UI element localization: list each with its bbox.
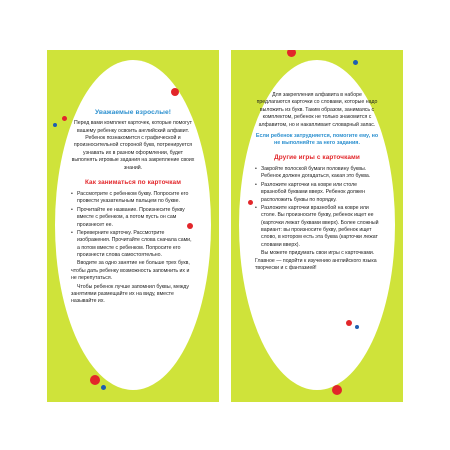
list-item: • Разложите карточки вразнобой на ковре или столе. Вы произносите букву, ребенок ищет ее (карточки лежат буквами вверх). Более сложный вариант: вы произносите букву, ребенок ищет слово, в котором есть эта буква (карточки лежат словами вверх).: [255, 205, 379, 249]
right-section-title: Другие игры с карточками: [274, 153, 360, 161]
left-title: Уважаемые взрослые!: [94, 109, 172, 116]
red-dot: [248, 200, 253, 205]
right-outro: Вы можете придумать свои игры с карточками. Главное — подойти к изучению английского языка творчески и с фантазией!: [255, 250, 377, 271]
red-dot: [287, 50, 296, 57]
left-paragraph-2: Чтобы ребенок лучше запомнил буквы, между занятиями размещайте их на виду, вместе называйте их.: [71, 283, 189, 305]
right-highlight: Если ребенок затрудняется, помогите ему, но не выполняйте за него задания.: [255, 132, 379, 146]
right-intro: Для закрепления алфавита в наборе предлагаются карточки со словами, которые надо выложить из букв. Таким образом, занимаясь с комплектом, ребенок не только знакомится с алфавитом, но и накапливает словарный запас.: [256, 92, 378, 128]
blue-dot: [101, 385, 106, 390]
blue-dot: [353, 60, 358, 65]
left-bullet-list: [71, 191, 195, 259]
list-item: • Прочитайте ее название. Произнесите букву вместе с ребенком, а потом пусть он сам произнесет ее.: [71, 207, 195, 229]
right-bullet-list: [255, 166, 379, 249]
list-item: • Рассмотрите с ребенком букву. Попросите его провести указательным пальцем по букве.: [71, 191, 195, 206]
list-item: • Переверните карточку. Рассмотрите изображения. Прочитайте слова сначала сами, а потом вместе с ребенком. Попросите его произнести слова самостоятельно.: [71, 230, 195, 260]
red-dot: [171, 88, 179, 96]
blue-dot: [355, 325, 359, 329]
right-card: [231, 50, 403, 402]
red-dot: [332, 385, 342, 395]
right-card-content: [255, 92, 379, 272]
left-section-title: Как заниматься по карточкам: [84, 178, 182, 186]
left-paragraph-1: Вводите за одно занятие не больше трех букв, чтобы дать ребенку возможность запомнить их и не перепутаться.: [71, 260, 190, 282]
list-item: • Разложите карточки на ковре или столе вразнобой буквами вверх. Ребенок должен расположить буквы по порядку.: [255, 182, 379, 204]
left-card-content: [71, 108, 195, 306]
red-dot: [62, 116, 67, 121]
blue-dot: [53, 123, 57, 127]
left-card: [47, 50, 219, 402]
list-item: • Закройте полоской бумаги половину буквы. Ребенок должен догадаться, какая это буква.: [255, 166, 379, 181]
red-dot: [346, 320, 352, 326]
left-intro: Перед вами комплект карточек, которые помогут вашему ребенку освоить английский алфавит. Ребенок познакомится с графической и произносительной стороной букв, потренируется узнавать их в разном оформлении, будет выполнять игровые задания на закрепление своих знаний.: [71, 120, 195, 171]
red-dot: [90, 375, 100, 385]
